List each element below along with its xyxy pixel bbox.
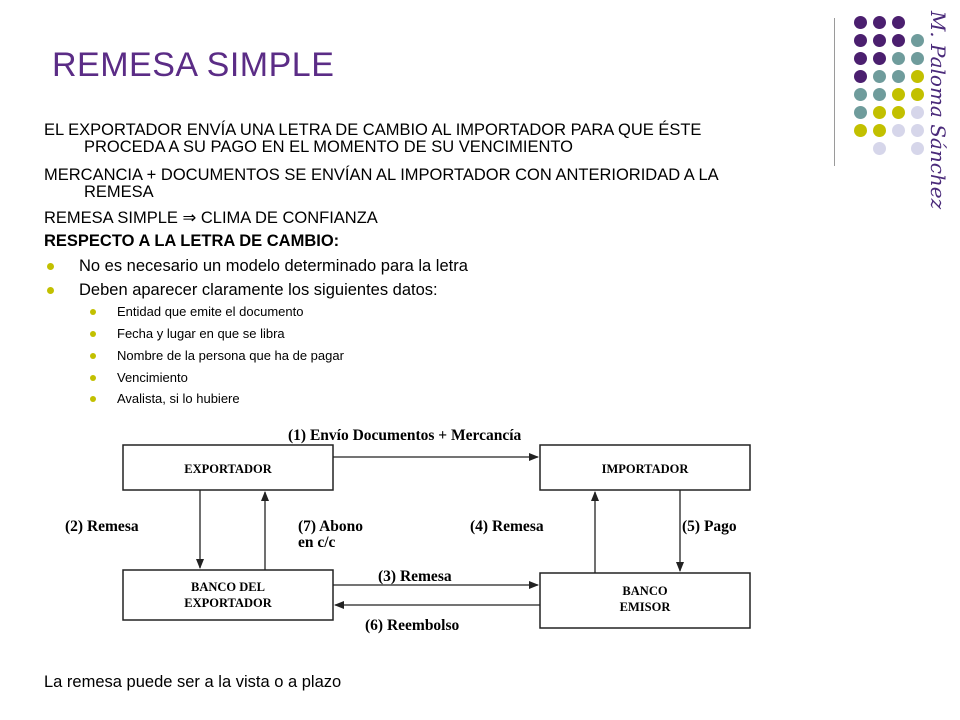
- dot-icon: [873, 52, 886, 65]
- importador-label: IMPORTADOR: [601, 462, 689, 476]
- dot-icon: [854, 16, 867, 29]
- list-item-text: No es necesario un modelo determinado para la letra: [79, 257, 468, 275]
- banco-exportador-box-frame: [123, 570, 333, 620]
- sub-list-item: [117, 304, 303, 319]
- vertical-divider: [834, 18, 835, 166]
- dot-icon: [911, 52, 924, 65]
- dot-icon: [892, 124, 905, 137]
- banco-exportador-label-line1: BANCO DEL: [191, 580, 265, 594]
- remesa-2-label: (2) Remesa: [65, 518, 139, 535]
- sub-list-item: [117, 326, 285, 341]
- paragraph-clima: REMESA SIMPLE ⇒ CLIMA DE CONFIANZA: [44, 209, 378, 227]
- signature-text: M. Paloma Sánchez: [926, 10, 950, 210]
- sub-list-item-text: Avalista, si lo hubiere: [117, 391, 240, 406]
- banco-emisor-label-line2: EMISOR: [619, 600, 671, 614]
- reembolso-label: (6) Reembolso: [365, 617, 460, 634]
- dot-icon: [854, 34, 867, 47]
- paragraph-mercancia: [44, 167, 864, 201]
- dot-icon: [873, 16, 886, 29]
- page-title: REMESA SIMPLE: [52, 46, 335, 84]
- bullet-icon: [90, 353, 96, 359]
- banco-exportador-box: [123, 570, 333, 620]
- dot-icon: [911, 70, 924, 83]
- banco-exportador-label-line2: EXPORTADOR: [184, 596, 272, 610]
- sub-list-item-text: Entidad que emite el documento: [117, 304, 304, 319]
- sub-list-item: [117, 370, 188, 385]
- bullet-icon: [47, 287, 54, 294]
- author-signature: [926, 8, 954, 210]
- envio-label: (1) Envío Documentos + Mercancía: [288, 427, 522, 444]
- dot-icon: [873, 106, 886, 119]
- dot-icon: [854, 124, 867, 137]
- paragraph-line: PROCEDA A SU PAGO EN EL MOMENTO DE SU VENCIMIENTO: [84, 138, 573, 156]
- bullet-icon: [47, 263, 54, 270]
- banco-emisor-label-line1: BANCO: [622, 584, 668, 598]
- paragraph-line: EL EXPORTADOR ENVÍA UNA LETRA DE CAMBIO AL IMPORTADOR PARA QUE ÉSTE: [44, 121, 702, 139]
- abono-label-line2: en c/c: [298, 534, 336, 551]
- sub-list-item: [117, 348, 344, 363]
- dot-icon: [873, 142, 886, 155]
- dot-icon: [892, 106, 905, 119]
- dot-icon: [873, 124, 886, 137]
- importador-box: [540, 445, 750, 490]
- dot-icon: [892, 70, 905, 83]
- dot-icon: [911, 106, 924, 119]
- bullet-icon: [90, 331, 96, 337]
- remesa-flow-diagram: [60, 415, 840, 640]
- exportador-label: EXPORTADOR: [184, 462, 272, 476]
- paragraph-line: MERCANCIA + DOCUMENTOS SE ENVÍAN AL IMPORTADOR CON ANTERIORIDAD A LA: [44, 166, 719, 184]
- bullet-icon: [90, 375, 96, 381]
- dot-icon: [892, 16, 905, 29]
- section-heading: RESPECTO A LA LETRA DE CAMBIO:: [44, 232, 340, 250]
- dot-icon: [854, 106, 867, 119]
- paragraph-exportador: [44, 122, 864, 156]
- dot-icon: [911, 142, 924, 155]
- remesa-4-label: (4) Remesa: [470, 518, 544, 535]
- dot-icon: [873, 34, 886, 47]
- sub-list-item-text: Vencimiento: [117, 370, 188, 385]
- dot-icon: [911, 34, 924, 47]
- abono-label-line1: (7) Abono: [298, 518, 364, 535]
- dot-icon: [854, 88, 867, 101]
- bullet-icon: [90, 396, 96, 402]
- paragraph-line: REMESA: [84, 183, 154, 201]
- footer-note: La remesa puede ser a la vista o a plazo: [44, 673, 342, 691]
- dot-icon: [892, 88, 905, 101]
- dot-icon: [854, 52, 867, 65]
- dot-icon: [911, 124, 924, 137]
- exportador-box: [123, 445, 333, 490]
- banco-emisor-box: [540, 573, 750, 628]
- remesa-3-label: (3) Remesa: [378, 568, 452, 585]
- decorative-dot-grid: [850, 12, 930, 162]
- list-item: [79, 257, 468, 276]
- dot-icon: [873, 70, 886, 83]
- dot-icon: [892, 34, 905, 47]
- list-item: [79, 281, 438, 300]
- sub-list-item-text: Fecha y lugar en que se libra: [117, 326, 285, 341]
- sub-list-item-text: Nombre de la persona que ha de pagar: [117, 348, 344, 363]
- sub-list-item: [117, 391, 240, 406]
- dot-icon: [873, 88, 886, 101]
- dot-icon: [854, 70, 867, 83]
- list-item-text: Deben aparecer claramente los siguientes datos:: [79, 281, 438, 299]
- bullet-icon: [90, 309, 96, 315]
- dot-icon: [892, 52, 905, 65]
- pago-label: (5) Pago: [682, 518, 737, 535]
- dot-icon: [911, 88, 924, 101]
